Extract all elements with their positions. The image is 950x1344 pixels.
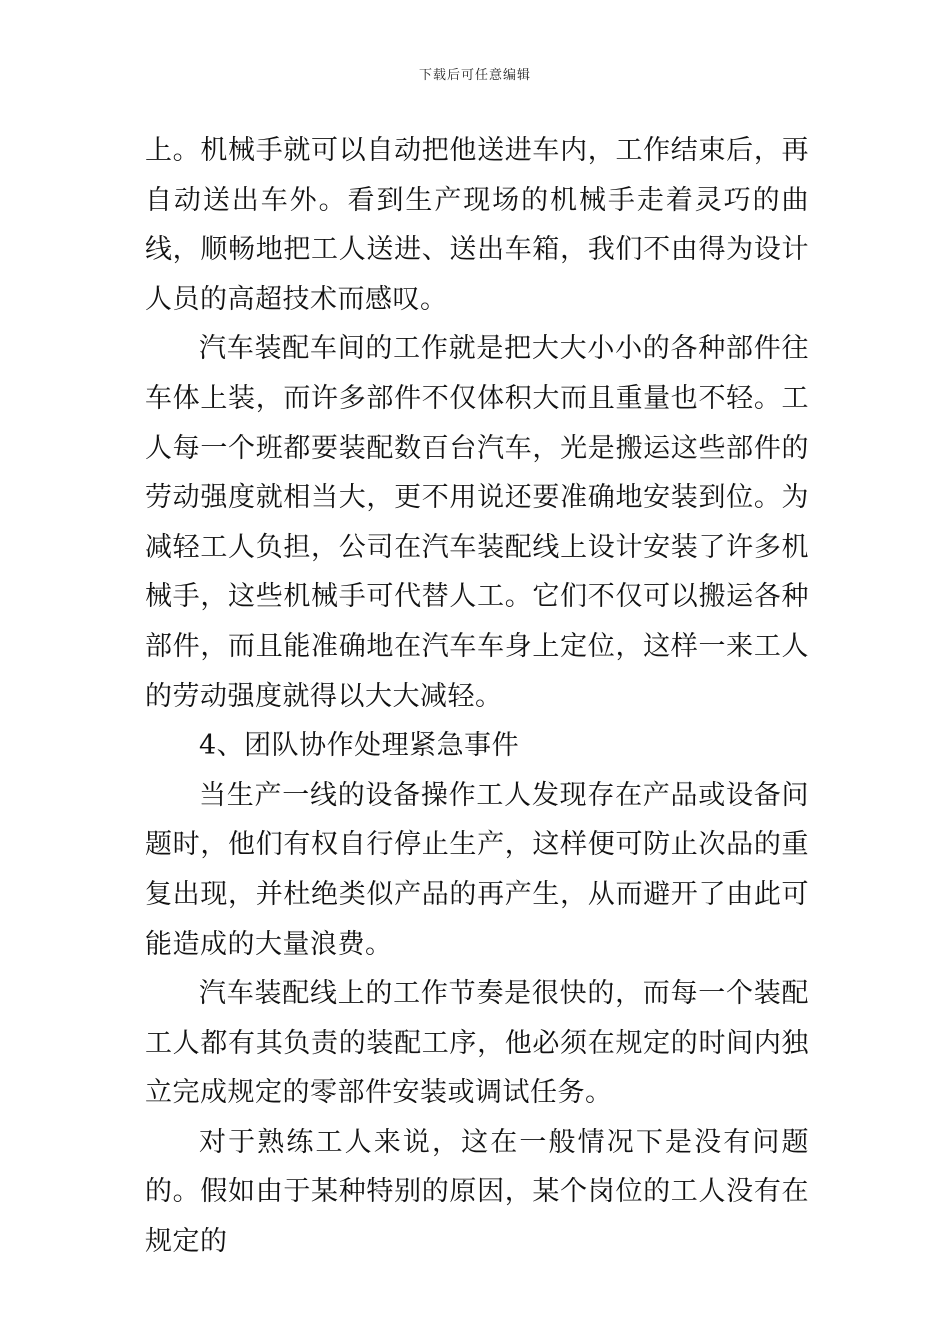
paragraph-assembly-workshop: 汽车装配车间的工作就是把大大小小的各种部件往车体上装，而许多部件不仅体积大而且重量也不轻。工人每一个班都要装配数百台汽车，光是搬运这些部件的劳动强度就相当大，更不用说还要准确地安装到位。为减轻工人负担，公司在汽车装配线上设计安装了许多机械手，这些机械手可代替人工。它们不仅可以搬运各种部件，而且能准确地在汽车车身上定位，这样一来工人的劳动强度就得以大大减轻。 <box>145 333 809 712</box>
paragraph-skilled-workers: 对于熟练工人来说，这在一般情况下是没有问题的。假如由于某种特别的原因，某个岗位的工人没有在规定的 <box>145 1126 809 1258</box>
document-body <box>145 126 809 1267</box>
page-header: 下载后可任意编辑 <box>418 68 531 83</box>
section-heading-teamwork: 4、团队协作处理紧急事件 <box>199 730 520 762</box>
paragraph-continuation: 上。机械手就可以自动把他送进车内，工作结束后，再自动送出车外。看到生产现场的机械手走着灵巧的曲线，顺畅地把工人送进、送出车箱，我们不由得为设计人员的高超技术而感叹。 <box>145 135 809 315</box>
paragraph-work-rhythm: 汽车装配线上的工作节奏是很快的，而每一个装配工人都有其负责的装配工序，他必须在规定的时间内独立完成规定的零部件安装或调试任务。 <box>145 978 809 1109</box>
paragraph-stop-production: 当生产一线的设备操作工人发现存在产品或设备问题时，他们有权自行停止生产，这样便可防止次品的重复出现，并杜绝类似产品的再产生，从而避开了由此可能造成的大量浪费。 <box>145 779 809 960</box>
